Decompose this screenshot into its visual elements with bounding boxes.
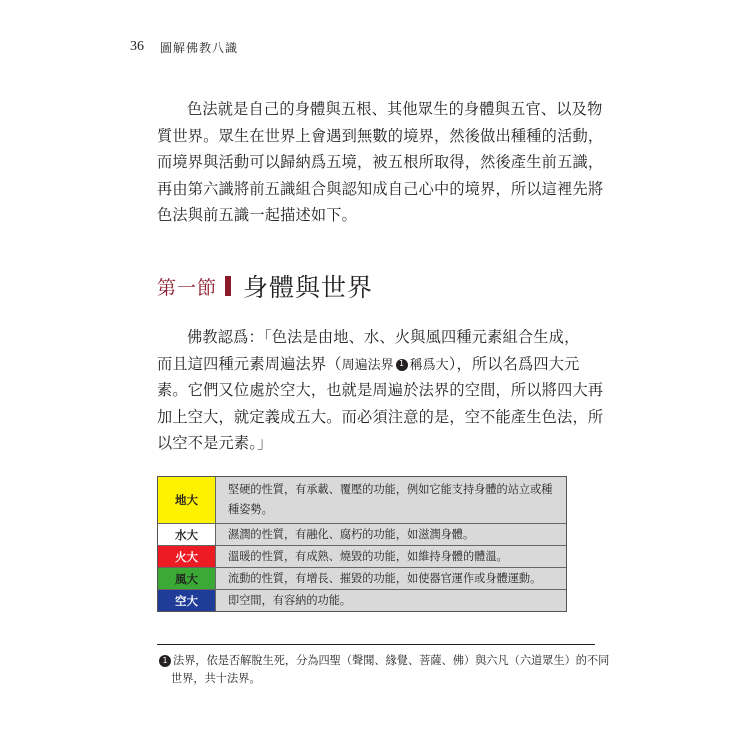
table-row — [158, 546, 566, 568]
paragraph-line: 素。它們又位處於空大，也就是周遍於法界的空間，所以將四大再 — [157, 381, 604, 399]
paragraph-line: 而境界與活動可以歸納爲五境，被五根所取得，然後產生前五識， — [157, 153, 604, 171]
footnote-marker-icon: 1 — [396, 359, 408, 371]
footnote-text: 法界，依是否解脫生死，分為四聖（聲聞、緣覺、菩薩、佛）與六凡（六道眾生）的不同 — [173, 654, 610, 667]
element-desc-cell: 濕潤的性質，有融化、腐朽的功能，如滋潤身體。 — [216, 524, 566, 545]
paragraph-line: 再由第六識將前五識組合與認知成自己心中的境界，所以這裡先將 — [157, 179, 604, 198]
element-desc-cell: 流動的性質，有增長、摧毀的功能，如使器官運作或身體運動。 — [216, 568, 566, 589]
footnote — [157, 652, 610, 688]
desc-line: 堅硬的性質，有承載、覆壓的功能，例如它能支持身體的站立或種 — [228, 483, 553, 496]
paragraph-line: 色法就是自己的身體與五根、其他眾生的身體與五官、以及物 — [187, 100, 603, 118]
table-row — [158, 568, 566, 590]
five-elements-table — [157, 476, 567, 612]
book-title: 圖解佛教八識 — [160, 40, 239, 55]
footnote-marker-icon: 1 — [159, 655, 171, 667]
element-desc-cell — [216, 477, 566, 523]
element-desc-cell: 溫暖的性質，有成熟、燒毀的功能，如維持身體的體溫。 — [216, 546, 566, 567]
element-name-cell: 風大 — [158, 568, 216, 589]
footnote-divider — [157, 644, 595, 645]
element-name-cell: 空大 — [158, 590, 216, 611]
paragraph-line — [157, 351, 585, 378]
paragraph-line: 佛教認爲：「色法是由地、水、火與風四種元素組合生成， — [187, 328, 580, 346]
intro-paragraph — [157, 96, 604, 229]
paragraph-text: 而且這四種元素周遍法界（ — [157, 354, 342, 373]
section-bar-decoration — [225, 276, 231, 296]
table-row — [158, 477, 566, 524]
inline-note: 周遍法界 — [341, 357, 394, 373]
paragraph-line: 質世界。眾生在世界上會遇到無數的境界，然後做出種種的活動， — [157, 126, 604, 145]
footnote-line — [157, 652, 610, 670]
table-row — [158, 524, 566, 546]
element-name-cell: 火大 — [158, 546, 216, 567]
paragraph-text: ），所以名爲四大元 — [448, 354, 580, 373]
page-header — [130, 38, 238, 56]
page-number: 36 — [130, 39, 144, 54]
section-heading — [157, 268, 373, 304]
element-desc-cell: 即空間，有容納的功能。 — [216, 590, 566, 611]
element-name-cell: 地大 — [158, 477, 216, 523]
inline-note: 稱爲大 — [409, 357, 449, 373]
desc-line: 種姿勢。 — [228, 503, 273, 516]
paragraph-line: 以空不是元素。」 — [157, 434, 273, 452]
section-number: 第一節 — [157, 276, 218, 299]
table-row — [158, 590, 566, 611]
footnote-line: 世界，共十法界。 — [171, 672, 261, 685]
element-name-cell: 水大 — [158, 524, 216, 545]
paragraph-line: 色法與前五識一起描述如下。 — [157, 206, 358, 224]
quote-paragraph — [157, 324, 604, 457]
paragraph-line: 加上空大，就定義成五大。而必須注意的是，空不能產生色法，所 — [157, 407, 604, 426]
section-title: 身體與世界 — [243, 273, 374, 302]
